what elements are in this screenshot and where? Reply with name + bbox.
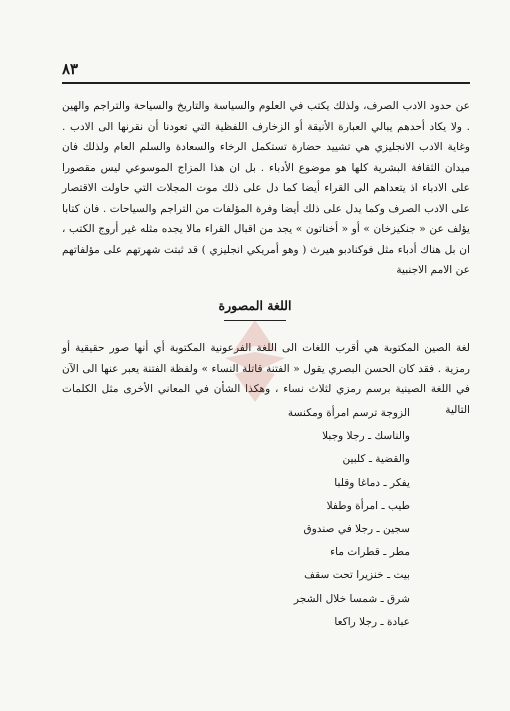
header-rule — [62, 82, 470, 84]
heading-underline — [224, 320, 286, 321]
list-item: والناسك ـ رجلا وجبلا — [322, 430, 410, 443]
list-item: طيب ـ امرأة وطفلا — [326, 499, 410, 512]
list-item: بيت ـ خنزيرا تحت سقف — [304, 569, 410, 582]
list-item: والقضية ـ كلبين — [342, 453, 410, 466]
body-paragraph: عن حدود الادب الصرف، ولذلك يكتب في العلوم والسياسة والتاريخ والسياحة والتراجم والهين . ولا يكاد أحدهم يبالي العبارة الأنيقة أو الزخارف اللفظية التي تعودنا أن نقرنها الى الادب . وغاية الادب الانجليزي هي تشييد حضارة تستكمل الرخاء والسعادة والسلم العام ولذلك فان ميدان الثقافة البشرية كلها هو موضوع الأدباء . بل ان هذا المزاج الموسوعي ليس مقصورا على الادباء اذ يتعداهم الى القراء أيضا كما دل على ذلك موت المجلات التي حاولت الاقتصار على الادب الصرف وكما يدل على ذلك أيضا وفرة المؤلفات من التراجم والسياحات . فان كتابا يؤلف عن « جنكيزخان » أو « أخناتون » يجد من اقبال القراء مالا يجده مثله غير أروج الكتب ، ان بل هناك أدباء مثل فوكنادبو هيرث ( وهو أمريكي انجليزي ) قد ثبتت شهرتهم على مؤلفاتهم عن الامم الاجنبية — [62, 100, 470, 276]
list-item: عبادة ـ رجلا راكعا — [334, 615, 410, 628]
character-list — [110, 402, 410, 634]
list-item: يفكر ـ دماغا وقلبا — [334, 476, 410, 489]
list-item: سجين ـ رجلا في صندوق — [303, 522, 410, 535]
section-heading: اللغة المصورة — [218, 298, 292, 313]
page-number: ٨٣ — [62, 60, 79, 78]
list-item: مطر ـ قطرات ماء — [330, 546, 410, 559]
intro-paragraph: لغة الصين المكتوبة هي أقرب اللغات الى اللغة الفرعونية المكتوبة أي أنها صور حقيقية أو رمزية . فقد كان الحسن البصري يقول « الفتنة قاتلة النساء » ولفظة الفتنة يعبر عنها الى الآن في اللغة الصينية برسم رمزي لثلاث نساء ، وهكذا الشأن في المعاني الأخرى مثل الكلمات التالية — [62, 342, 470, 416]
list-item: الزوجة ترسم امرأة ومكنسة — [287, 407, 410, 419]
body-text — [62, 96, 470, 281]
list-item: شرق ـ شمسا خلال الشجر — [293, 592, 410, 605]
